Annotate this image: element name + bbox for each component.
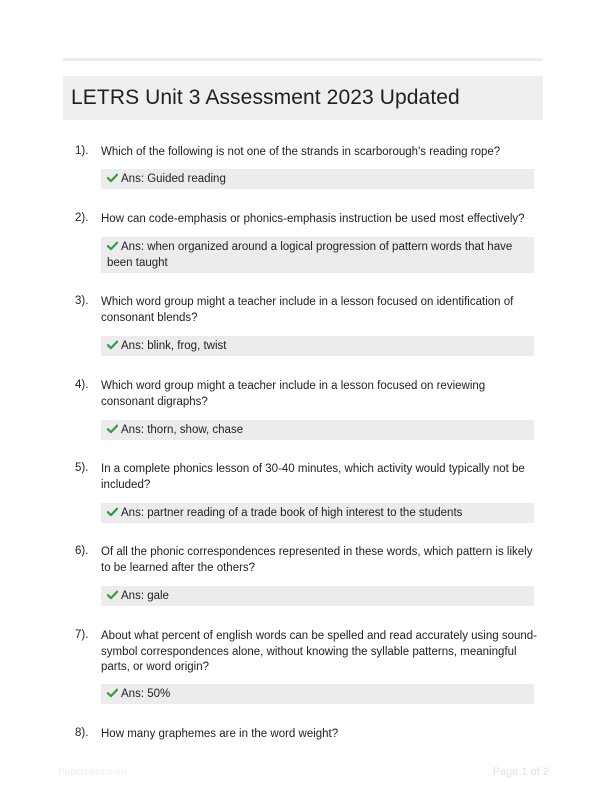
answer-text: Ans: blink, frog, twist xyxy=(121,340,227,352)
answer-text: Ans: when organized around a logical progression of pattern words that have been taught xyxy=(107,241,513,269)
question-number: 2). xyxy=(75,212,89,224)
question-number: 4). xyxy=(75,379,89,391)
answer-text: Ans: 50% xyxy=(121,688,171,700)
answer-box xyxy=(101,169,534,189)
answer-box xyxy=(101,586,534,606)
question-text: In a complete phonics lesson of 30-40 minutes, which activity would typically not be included? xyxy=(101,463,525,491)
question-text: Which word group might a teacher include in a lesson focused on identification of consonant blends? xyxy=(101,296,514,324)
question-text: Which of the following is not one of the strands in scarborough's reading rope? xyxy=(101,146,501,158)
question-text: How many graphemes are in the word weight? xyxy=(101,728,339,740)
question-number: 7). xyxy=(75,629,89,641)
question-text: How can code-emphasis or phonics-emphasis instruction be used most effectively? xyxy=(101,213,525,225)
title-bar xyxy=(63,76,543,120)
answer-box xyxy=(101,503,534,523)
answer-box xyxy=(101,336,534,356)
check-icon xyxy=(107,340,118,350)
check-icon xyxy=(107,688,118,698)
question-number: 8). xyxy=(75,727,89,739)
question-number: 6). xyxy=(75,545,89,557)
answer-text: Ans: partner reading of a trade book of high interest to the students xyxy=(121,507,463,519)
check-icon xyxy=(107,424,118,434)
footer-watermark: Paperbliss.com xyxy=(58,767,127,778)
page-title: LETRS Unit 3 Assessment 2023 Updated xyxy=(71,86,460,109)
check-icon xyxy=(107,507,118,517)
answer-box xyxy=(101,684,534,704)
question-number: 3). xyxy=(75,295,89,307)
answer-text: Ans: thorn, show, chase xyxy=(121,424,244,436)
page-indicator: Page 1 of 2 xyxy=(492,766,549,778)
answer-text: Ans: Guided reading xyxy=(121,173,226,185)
answer-box xyxy=(101,420,534,440)
check-icon xyxy=(107,590,118,600)
question-number: 1). xyxy=(75,145,89,157)
check-icon xyxy=(107,173,118,183)
top-divider xyxy=(63,58,543,61)
answer-box xyxy=(101,237,534,273)
question-number: 5). xyxy=(75,462,89,474)
question-text: Which word group might a teacher include in a lesson focused on reviewing consonant digraphs? xyxy=(101,380,486,408)
answer-text: Ans: gale xyxy=(121,590,169,602)
check-icon xyxy=(107,241,118,251)
question-text: About what percent of english words can be spelled and read accurately using sound-symbol correspondences alone, without knowing the syllable patterns, meaningful parts, or word origin? xyxy=(101,630,537,673)
question-text: Of all the phonic correspondences represented in these words, which pattern is likely to be learned after the others? xyxy=(101,546,533,574)
